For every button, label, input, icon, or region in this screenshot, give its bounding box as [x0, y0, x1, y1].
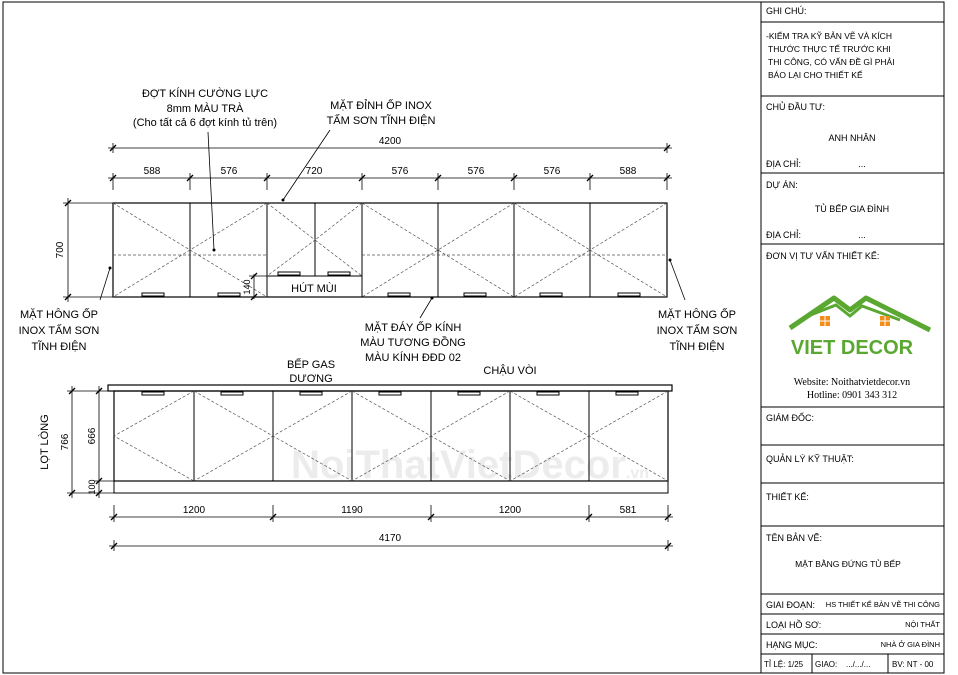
tb-ten-ban-ve-label: TÊN BẢN VẼ:: [766, 533, 823, 543]
tb-giao-value: .../.../...: [846, 660, 871, 669]
tb-ten-ban-ve-value: MẶT BẰNG ĐỨNG TỦ BẾP: [795, 559, 901, 569]
title-block: [761, 2, 944, 673]
dim-lower-overall: 766: [60, 433, 71, 451]
dim-lower-height: 666: [87, 427, 98, 445]
tb-loai-ho-so-value: NỘI THẤT: [905, 620, 940, 629]
note-side-left-1: MẶT HÔNG ỐP: [19, 309, 99, 321]
tb-ghi-chu-line-2: THƯỚC THỰC TẾ TRƯỚC KHI: [768, 44, 891, 54]
note-glass-2: 8mm MÀU TRÀ: [166, 103, 244, 115]
note-side-left-2: INOX TẤM SƠN: [18, 325, 100, 337]
dim-lower-total: 4170: [378, 533, 402, 544]
countertop: [108, 385, 672, 391]
tb-giai-doan-label: GIAI ĐOẠN:: [766, 600, 816, 610]
dim-upper-5: 576: [467, 166, 485, 177]
tb-giao-label: GIAO:: [815, 660, 838, 669]
tb-du-an-value: TỦ BẾP GIA ĐÌNH: [814, 204, 890, 214]
logo-text: VIET DECOR: [790, 337, 914, 359]
dim-lower-4: 581: [619, 505, 637, 516]
tb-hotline: Hotline: 0901 343 312: [806, 390, 898, 401]
lot-long-label: LỌT LÒNG: [39, 414, 51, 470]
tb-dia-chi-label-2: ĐỊA CHỈ:: [766, 230, 802, 240]
note-stove-1: BẾP GAS: [286, 359, 336, 371]
dim-hood-height: 140: [242, 279, 252, 295]
note-stove-2: DƯƠNG: [289, 373, 333, 385]
hood-label: HÚT MÙI: [291, 283, 337, 295]
note-top-panel-2: TẤM SƠN TĨNH ĐIỆN: [326, 115, 436, 127]
tb-chu-dau-tu-label: CHỦ ĐẦU TƯ:: [766, 102, 826, 112]
tb-website: Website: Noithatvietdecor.vn: [793, 377, 911, 388]
tb-giam-doc-label: GIÁM ĐỐC:: [766, 413, 815, 423]
dim-lower-2: 1190: [341, 505, 363, 516]
note-sink: CHẬU VÒI: [483, 365, 537, 377]
note-top-panel-1: MẶT ĐỈNH ỐP INOX: [330, 100, 432, 112]
watermark: NoiThatVietDecor.vn: [290, 443, 650, 487]
leader-dots: [109, 199, 672, 300]
tb-hang-muc-label: HẠNG MỤC:: [766, 640, 818, 650]
tb-ghi-chu-line-3: THI CÔNG, CÓ VẤN ĐỀ GÌ PHẢI: [768, 57, 895, 67]
tb-ghi-chu-line-4: BÁO LẠI CHO THIẾT KẾ: [768, 70, 863, 80]
dim-plinth: 100: [87, 479, 97, 495]
dim-upper-2: 576: [220, 166, 238, 177]
dim-upper-height: 700: [55, 241, 66, 259]
dim-upper-3: 720: [305, 166, 323, 177]
upper-annotations: [19, 87, 738, 385]
note-glass-3: (Cho tất cả 6 đợt kính tủ trên): [132, 117, 278, 129]
tb-ti-le: TỈ LỆ: 1/25: [764, 660, 804, 669]
dim-upper-total: 4200: [378, 136, 402, 147]
note-bottom-panel-2: MÀU TƯƠNG ĐỒNG: [360, 337, 466, 349]
dim-upper-7: 588: [619, 166, 637, 177]
tb-thiet-ke-label: THIẾT KẾ:: [766, 492, 809, 502]
viet-decor-logo: [790, 298, 930, 401]
note-glass-1: ĐỢT KÍNH CƯỜNG LỰC: [141, 88, 269, 100]
note-side-right-1: MẶT HÔNG ỐP: [657, 309, 737, 321]
note-bottom-panel-1: MẶT ĐÁY ỐP KÍNH: [364, 322, 462, 334]
upper-door-swing-marks: [113, 203, 667, 297]
upper-leader-lines: [100, 130, 685, 318]
dim-upper-4: 576: [391, 166, 409, 177]
tb-ghi-chu-label: GHI CHÚ:: [766, 6, 807, 16]
tb-giai-doan-value: HS THIẾT KẾ BẢN VẼ THI CÔNG: [825, 600, 940, 609]
note-side-left-3: TĨNH ĐIỆN: [31, 341, 87, 353]
dim-lower-3: 1200: [498, 505, 522, 516]
tb-quan-ly-label: QUẢN LÝ KỸ THUẬT:: [766, 454, 854, 464]
upper-cabinet-outline: [113, 203, 667, 297]
tb-loai-ho-so-label: LOẠI HỒ SƠ:: [766, 620, 822, 630]
tb-ghi-chu-line-1: -KIỂM TRA KỸ BẢN VẼ VÀ KÍCH: [766, 31, 892, 41]
note-side-right-3: TĨNH ĐIỆN: [669, 341, 725, 353]
tb-don-vi-label: ĐƠN VỊ TƯ VẤN THIẾT KẾ:: [766, 251, 880, 261]
upper-handles: [142, 272, 640, 296]
dim-lower-1: 1200: [182, 505, 206, 516]
tb-dia-chi-label-1: ĐỊA CHỈ:: [766, 159, 802, 169]
tb-dia-chi-value-1: ...: [858, 159, 866, 169]
tb-dia-chi-value-2: ...: [858, 230, 866, 240]
dim-upper-1: 588: [143, 166, 161, 177]
tb-du-an-label: DỰ ÁN:: [766, 180, 798, 190]
note-bottom-panel-3: MÀU KÍNH ĐĐD 02: [365, 352, 461, 364]
tb-bv: BV: NT - 00: [892, 660, 934, 669]
upper-cabinet: [113, 203, 667, 297]
tb-hang-muc-value: NHÀ Ở GIA ĐÌNH: [880, 640, 940, 649]
tb-chu-dau-tu-value: ANH NHÂN: [828, 133, 876, 143]
note-side-right-2: INOX TẤM SƠN: [656, 325, 738, 337]
dim-upper-6: 576: [543, 166, 561, 177]
lower-handles: [142, 392, 638, 395]
